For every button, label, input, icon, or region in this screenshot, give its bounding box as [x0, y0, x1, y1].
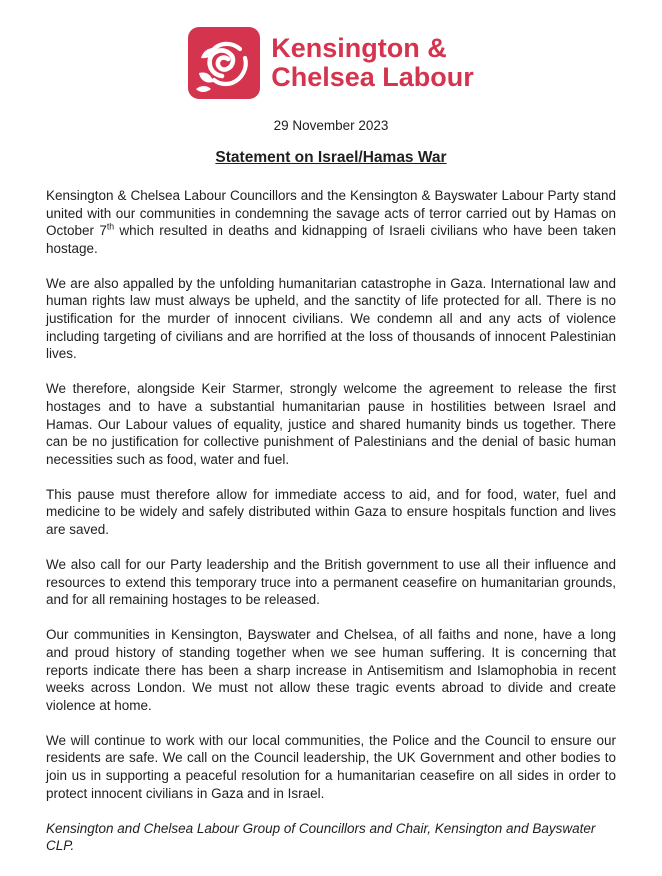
statement-body: [46, 187, 616, 855]
paragraph-3: We therefore, alongside Keir Starmer, strongly welcome the agreement to release the first hostages and to have a substantial humanitarian pause in hostilities between Israel and Hamas. Our Labour values of equality, justice and shared humanity binds us together. There can be no justification for collective punishment of Palestinians and the denial of basic human necessities such as food, water and fuel.: [46, 381, 616, 467]
paragraph-5: We also call for our Party leadership and the British government to use all their influence and resources to extend this temporary truce into a permanent ceasefire on humanitarian grounds, and for all remaining hostages to be released.: [46, 557, 616, 608]
ordinal-superscript: th: [106, 221, 115, 232]
paragraph-1: [46, 187, 616, 257]
labour-rose-icon: [188, 27, 260, 99]
logo-wordmark-line2: Chelsea Labour: [271, 62, 474, 92]
paragraph-1-before: Kensington & Chelsea Labour Councillors and the Kensington & Bayswater Labour Party stand united with our communities in condemning the savage acts of terror carried out by Hamas on October 7: [46, 188, 616, 239]
logo-wordmark: [271, 34, 474, 92]
paragraph-1-after: which resulted in deaths and kidnapping of Israeli civilians who have been taken hostage.: [46, 223, 616, 256]
statement-title: Statement on Israel/Hamas War: [215, 149, 447, 166]
paragraph-2: We are also appalled by the unfolding humanitarian catastrophe in Gaza. International law and human rights law must always be upheld, and the sanctity of life protected for all. There is no justification for the murder of innocent civilians. We condemn all and any acts of violence including targeting of civilians and are horrified at the loss of thousands of innocent Palestinian lives.: [46, 275, 616, 362]
paragraph-4: This pause must therefore allow for immediate access to aid, and for food, water, fuel and medicine to be widely and safely distributed within Gaza to ensure hospitals function and lives are saved.: [46, 486, 616, 537]
paragraph-6: Our communities in Kensington, Bayswater and Chelsea, of all faiths and none, have a long and proud history of standing together when we see human suffering. It is concerning that reports indicate there has been a sharp increase in Antisemitism and Islamophobia in recent weeks across London. We must not allow these tragic events abroad to divide and create violence at home.: [46, 627, 616, 713]
header-logo: [0, 0, 662, 99]
paragraph-7: We will continue to work with our local communities, the Police and the Council to ensure our residents are safe. We call on the Council leadership, the UK Government and other bodies to join us in supporting a peaceful resolution for a humanitarian ceasefire on all sides in order to protect innocent civilians in Gaza and in Israel.: [46, 732, 616, 801]
logo-wordmark-line1: Kensington &: [271, 33, 447, 64]
date-line: 29 November 2023: [273, 118, 389, 133]
signature-line: Kensington and Chelsea Labour Group of Councillors and Chair, Kensington and Bayswater CLP.: [46, 820, 596, 854]
